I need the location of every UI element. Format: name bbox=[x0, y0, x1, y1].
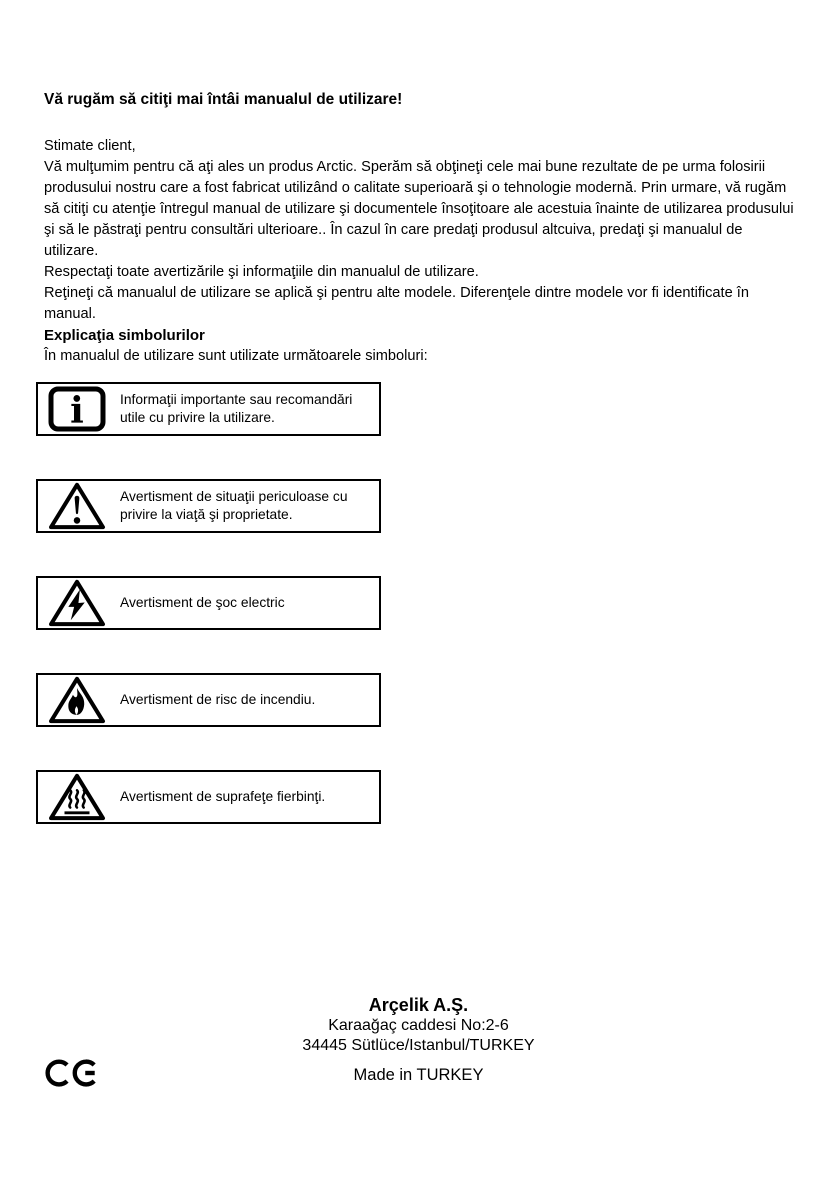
symbol-box-fire bbox=[36, 673, 381, 727]
intro-paragraph: Vă mulţumim pentru că aţi ales un produs Arctic. Sperăm să obţineţi cele mai bune rezultate de pe urma folosirii produsului nostru care a fost fabricat utilizând o calitate superioară şi o tehnologie modernă. Prin urmare, vă rugăm să citiţi cu atenţie întregul manual de utilizare şi documentele însoţitoare ale acestuia înainte de utilizarea produsului şi să le păstraţi pentru consultări ulterioare.. În cazul în care predaţi produsul altcuiva, predaţi şi manualul de utilizare. bbox=[44, 159, 794, 259]
company-name: Arçelik A.Ş. bbox=[368, 995, 469, 1015]
symbol-box-hazard bbox=[36, 479, 381, 533]
info-icon bbox=[38, 386, 116, 432]
salutation: Stimate client, bbox=[44, 138, 136, 154]
symbol-text: Avertisment de situaţii periculoase cu privire la viaţă şi proprietate. bbox=[120, 489, 348, 522]
symbols-heading: Explicaţia simbolurilor bbox=[44, 327, 205, 344]
symbols-list bbox=[44, 382, 800, 824]
address-line-1: Karaağaç caddesi No:2-6 bbox=[328, 1017, 509, 1034]
fire-risk-icon bbox=[38, 675, 116, 725]
symbol-text: Avertisment de şoc electric bbox=[120, 595, 285, 610]
hot-surface-icon bbox=[38, 772, 116, 822]
symbol-text: Avertisment de suprafeţe fierbinţi. bbox=[120, 789, 326, 804]
symbol-box-hot-surface bbox=[36, 770, 381, 824]
page-title: Vă rugăm să citiţi mai întâi manualul de utilizare! bbox=[44, 91, 403, 108]
warning-hazard-icon bbox=[38, 481, 116, 531]
address-line-2: 34445 Sütlüce/Istanbul/TURKEY bbox=[302, 1037, 535, 1054]
symbol-box-info bbox=[36, 382, 381, 436]
models-note: Reţineţi că manualul de utilizare se aplică şi pentru alte modele. Diferenţele dintre modele vor fi identificate în manual. bbox=[44, 285, 749, 322]
ce-mark-icon bbox=[45, 1056, 101, 1095]
made-in-label: Made in TURKEY bbox=[353, 1066, 484, 1084]
content-area bbox=[44, 90, 800, 867]
symbols-intro: În manualul de utilizare sunt utilizate următoarele simboluri: bbox=[44, 348, 428, 364]
symbol-box-electric bbox=[36, 576, 381, 630]
electric-shock-icon bbox=[38, 578, 116, 628]
footer bbox=[0, 994, 837, 1085]
svg-text:i: i bbox=[70, 390, 84, 432]
symbol-text: Informaţii importante sau recomandări utile cu privire la utilizare. bbox=[120, 392, 353, 425]
warnings-note: Respectaţi toate avertizările şi informaţiile din manualul de utilizare. bbox=[44, 264, 479, 280]
symbol-text: Avertisment de risc de incendiu. bbox=[120, 692, 316, 707]
